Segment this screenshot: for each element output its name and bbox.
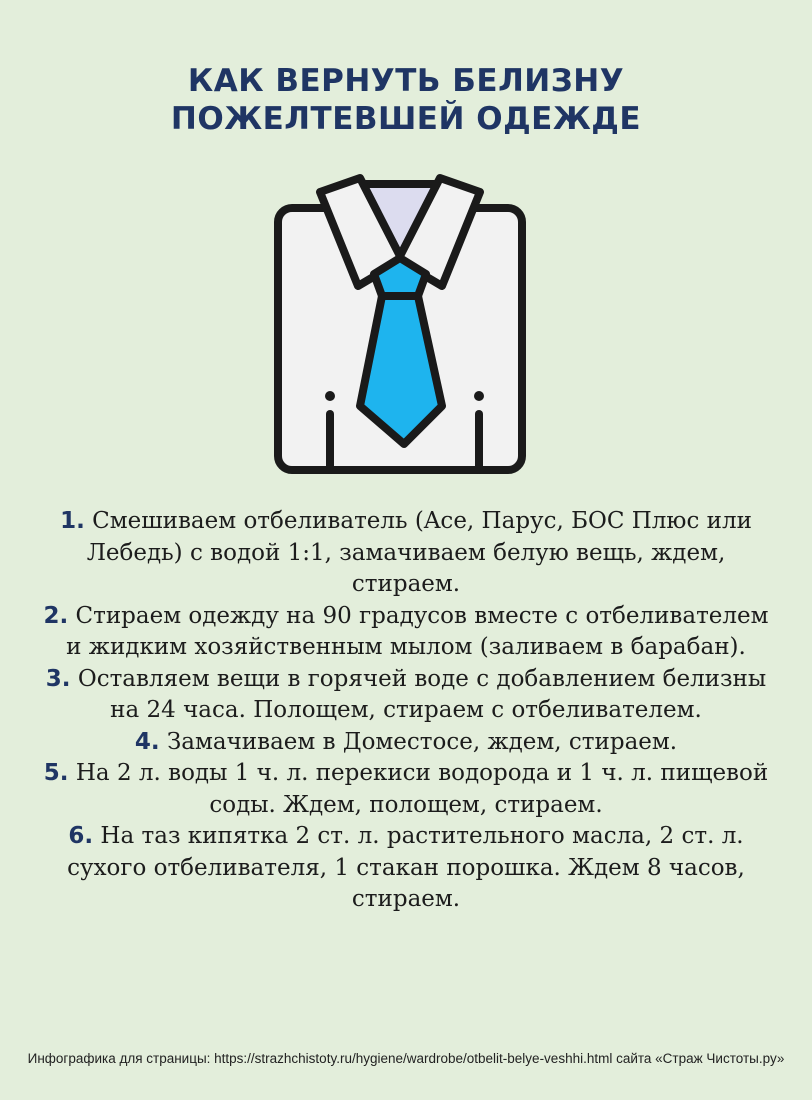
- step-2: [40, 601, 772, 664]
- step-number: 6.: [68, 823, 94, 849]
- step-text: На таз кипятка 2 ст. л. растительного масла, 2 ст. л. сухого отбеливателя, 1 стакан порошка. Ждем 8 часов, стираем.: [67, 823, 745, 912]
- title-line-1: КАК ВЕРНУТЬ БЕЛИЗНУ: [187, 63, 625, 99]
- step-text: Замачиваем в Доместосе, ждем, стираем.: [166, 728, 678, 755]
- step-number: 3.: [45, 665, 71, 692]
- step-number: 5.: [43, 760, 69, 786]
- step-text: На 2 л. воды 1 ч. л. перекиси водорода и 1 ч. л. пищевой соды. Ждем, полощем, стираем.: [75, 760, 769, 818]
- step-4: [40, 727, 772, 759]
- page-title: [0, 62, 812, 138]
- title-line-2: ПОЖЕЛТЕВШЕЙ ОДЕЖДЕ: [170, 101, 642, 137]
- footer-source-note: Инфографика для страницы: https://strazhchistoty.ru/hygiene/wardrobe/otbelit-belye-veshhi.html сайта «Страж Чистоты.ру»: [27, 1051, 785, 1066]
- step-text: Оставляем вещи в горячей воде с добавлением белизны на 24 часа. Полощем, стираем с отбеливателем.: [77, 665, 767, 723]
- step-6: [40, 821, 772, 916]
- step-1: [40, 506, 772, 601]
- step-number: 1.: [60, 508, 85, 534]
- step-3: [40, 664, 772, 727]
- steps-list: [40, 506, 772, 916]
- step-text: Стираем одежду на 90 градусов вместе с отбеливателем и жидким хозяйственным мылом (заливаем в барабан).: [66, 602, 769, 660]
- shirt-with-tie-icon: [270, 170, 530, 480]
- step-number: 4.: [134, 728, 160, 755]
- step-number: 2.: [43, 602, 69, 629]
- step-5: [40, 758, 772, 821]
- step-text: Смешиваем отбеливатель (Ace, Парус, БОС Плюс или Лебедь) с водой 1:1, замачиваем белую вещь, ждем, стираем.: [86, 508, 752, 597]
